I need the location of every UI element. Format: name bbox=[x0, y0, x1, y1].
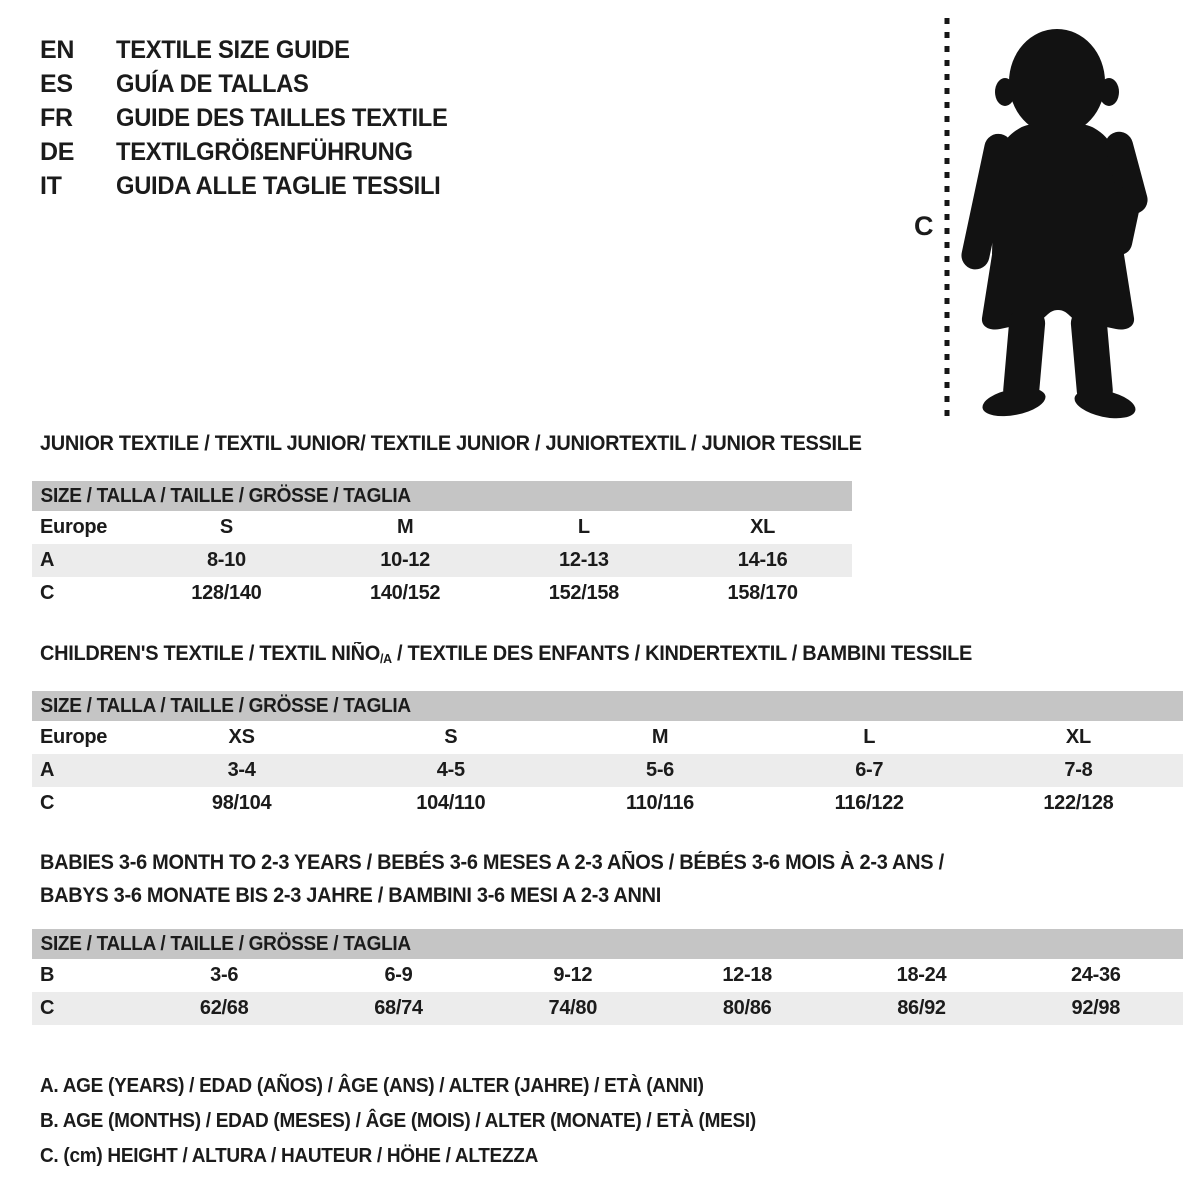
row-label: B bbox=[40, 964, 55, 986]
children-title-sub: /A bbox=[379, 651, 392, 666]
age-cell: 6-9 bbox=[384, 964, 413, 986]
height-cell: 98/104 bbox=[211, 792, 272, 814]
babies-title-line1: BABIES 3-6 MONTH TO 2-3 YEARS / BEBÉS 3-6 MESES A 2-3 AÑOS / BÉBÉS 3-6 MOIS À 2-3 ANS / bbox=[40, 851, 944, 874]
height-measure-label: C bbox=[914, 211, 934, 241]
row-label: C bbox=[40, 997, 55, 1019]
age-cell: 12-18 bbox=[722, 964, 772, 986]
language-row-en bbox=[40, 33, 465, 67]
size-cell: S bbox=[444, 726, 458, 748]
size-cell: L bbox=[863, 726, 876, 748]
size-cell: S bbox=[219, 516, 233, 538]
children-title-pre: CHILDREN'S TEXTILE / TEXTIL NIÑO bbox=[40, 642, 380, 665]
size-cell: M bbox=[651, 726, 669, 748]
height-cell: 92/98 bbox=[1071, 997, 1121, 1019]
junior-size-table bbox=[32, 481, 852, 610]
table-row-height-cm bbox=[32, 992, 1183, 1025]
language-code: IT bbox=[40, 171, 62, 200]
height-cell: 128/140 bbox=[191, 582, 262, 604]
language-row-fr bbox=[40, 101, 465, 135]
age-cell: 3-6 bbox=[210, 964, 239, 986]
size-cell: L bbox=[577, 516, 590, 538]
size-cell: XL bbox=[1065, 726, 1091, 748]
height-cell: 68/74 bbox=[374, 997, 423, 1019]
legend-text-a: A. AGE (YEARS) / EDAD (AÑOS) / ÂGE (ANS) / ALTER (JAHRE) / ETÀ (ANNI) bbox=[40, 1075, 704, 1097]
height-cell: 86/92 bbox=[897, 997, 946, 1019]
size-cell: XL bbox=[750, 516, 776, 538]
language-code: DE bbox=[40, 137, 75, 166]
age-cell: 6-7 bbox=[855, 759, 884, 781]
guide-title-fr: GUIDE DES TAILLES TEXTILE bbox=[116, 103, 448, 132]
table-row-age-months bbox=[32, 959, 1183, 992]
size-header-label: SIZE / TALLA / TAILLE / GRÖSSE / TAGLIA bbox=[40, 932, 411, 955]
legend-line-b bbox=[40, 1104, 794, 1139]
language-row-de bbox=[40, 135, 465, 169]
row-label: Europe bbox=[40, 726, 108, 748]
height-cell: 122/128 bbox=[1043, 792, 1114, 814]
legend-text-c: C. (cm) HEIGHT / ALTURA / HAUTEUR / HÖHE / ALTEZZA bbox=[40, 1145, 539, 1167]
age-cell: 12-13 bbox=[559, 549, 609, 571]
size-header-label: SIZE / TALLA / TAILLE / GRÖSSE / TAGLIA bbox=[40, 484, 411, 507]
size-cell: XS bbox=[228, 726, 255, 748]
babies-title-line2: BABYS 3-6 MONATE BIS 2-3 JAHRE / BAMBINI 3-6 MESI A 2-3 ANNI bbox=[40, 884, 662, 907]
height-cell: 74/80 bbox=[548, 997, 598, 1019]
guide-title-it: GUIDA ALLE TAGLIE TESSILI bbox=[116, 171, 441, 200]
size-cell: M bbox=[396, 516, 414, 538]
height-cell: 152/158 bbox=[548, 582, 619, 604]
measure-legend bbox=[40, 1069, 794, 1174]
age-cell: 24-36 bbox=[1070, 964, 1121, 986]
table-row-europe bbox=[32, 511, 852, 544]
row-label: A bbox=[40, 549, 55, 571]
age-cell: 10-12 bbox=[380, 549, 430, 571]
row-label: C bbox=[40, 582, 55, 604]
row-label: C bbox=[40, 792, 55, 814]
size-header-bar bbox=[32, 481, 852, 511]
size-header-label: SIZE / TALLA / TAILLE / GRÖSSE / TAGLIA bbox=[40, 694, 411, 717]
size-header-bar bbox=[32, 691, 1183, 721]
table-row-age-years bbox=[32, 544, 852, 577]
language-code: FR bbox=[40, 103, 73, 132]
age-cell: 5-6 bbox=[646, 759, 675, 781]
height-cell: 80/86 bbox=[722, 997, 772, 1019]
age-cell: 7-8 bbox=[1064, 759, 1093, 781]
height-cell: 116/122 bbox=[834, 792, 904, 814]
legend-line-a bbox=[40, 1069, 794, 1104]
language-row-es bbox=[40, 67, 465, 101]
size-header-bar bbox=[32, 929, 1183, 959]
height-cell: 62/68 bbox=[199, 997, 249, 1019]
height-cell: 158/170 bbox=[727, 582, 798, 604]
language-title-list bbox=[40, 33, 465, 203]
legend-text-b: B. AGE (MONTHS) / EDAD (MESES) / ÂGE (MOIS) / ALTER (MONATE) / ETÀ (MESI) bbox=[40, 1110, 756, 1132]
height-measure-figure bbox=[900, 0, 1190, 430]
guide-title-es: GUÍA DE TALLAS bbox=[116, 69, 309, 98]
age-cell: 4-5 bbox=[436, 759, 465, 781]
children-size-table bbox=[32, 691, 1183, 820]
age-cell: 8-10 bbox=[206, 549, 246, 571]
babies-size-table bbox=[32, 929, 1183, 1025]
height-dashed-line bbox=[942, 18, 952, 418]
age-cell: 18-24 bbox=[896, 964, 947, 986]
table-row-height-cm bbox=[32, 577, 852, 610]
table-row-age-years bbox=[32, 754, 1183, 787]
height-cell: 140/152 bbox=[370, 582, 441, 604]
height-cell: 104/110 bbox=[416, 792, 486, 814]
table-row-europe bbox=[32, 721, 1183, 754]
row-label: Europe bbox=[40, 516, 108, 538]
age-cell: 9-12 bbox=[553, 964, 593, 986]
babies-section-title bbox=[40, 846, 944, 912]
age-cell: 3-4 bbox=[227, 759, 256, 781]
age-cell: 14-16 bbox=[737, 549, 788, 571]
legend-line-c bbox=[40, 1139, 794, 1174]
children-section-title bbox=[40, 642, 972, 666]
language-row-it bbox=[40, 169, 465, 203]
height-cell: 110/116 bbox=[626, 792, 694, 814]
toddler-silhouette-icon bbox=[958, 16, 1158, 420]
language-code: EN bbox=[40, 35, 75, 64]
junior-section-title: JUNIOR TEXTILE / TEXTIL JUNIOR/ TEXTILE JUNIOR / JUNIORTEXTIL / JUNIOR TESSILE bbox=[40, 432, 862, 455]
guide-title-de: TEXTILGRÖßENFÜHRUNG bbox=[116, 137, 413, 166]
table-row-height-cm bbox=[32, 787, 1183, 820]
guide-title-en: TEXTILE SIZE GUIDE bbox=[116, 35, 350, 64]
children-title-post: / TEXTILE DES ENFANTS / KINDERTEXTIL / BAMBINI TESSILE bbox=[391, 642, 973, 665]
row-label: A bbox=[40, 759, 55, 781]
language-code: ES bbox=[40, 69, 73, 98]
